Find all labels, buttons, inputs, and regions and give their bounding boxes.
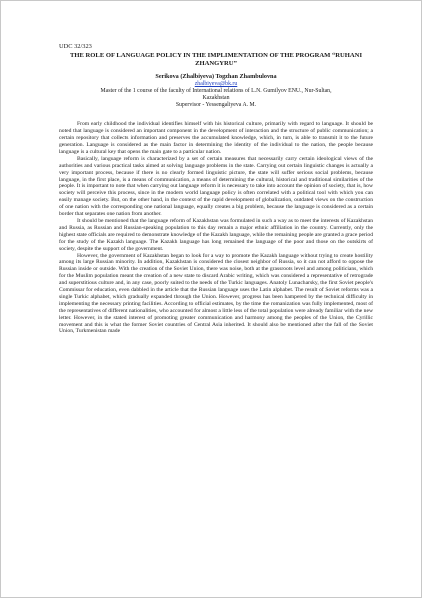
udc-code: UDC 32/323 xyxy=(59,43,92,50)
author-names: Serikova (Zhalbiyeva) Togzhan Zhambulovna xyxy=(155,73,277,81)
paragraph-1: From early childhood the individual identifies himself with his historical culture, primarily with regard to language. It should be noted that language is considered an important component in the development of interaction and the structure of public communication; a certain repository that collects information and preserves the accumulated knowledge, which, in turn, is able to transmit it to the future generation. Language is considered as the main factor in determining the identity of the individual to the nation, the people because language is a cultural key that opens the main gate to a particular nation. xyxy=(59,121,373,155)
page-content xyxy=(59,43,373,335)
paragraph-2: Basically, language reform is characterized by a set of certain measures that necessarily carry certain ideological views of the authorities and various practical tasks aimed at solving language problems in the state. Carrying out certain linguistic changes is actually a very important process, because if there is no clearly formed linguistic picture, the state will suffer serious social problems, because language, in the first place, is a means of communication, a means of determining the cultural, historical and traditional similarities of the people. It is important to note that when carrying out language reform it is necessary to take into account the opinion of society, that is, how society will perceive this process, since in the modern world language policy is often correlated with a political tool with which you can easily manage society. But, on the other hand, in the context of the rapid development of globalization, outdated views on the construction of one nation with the corresponding one national language, equally creates a big problem, because the language is considered as a certain border that separates one nation from another. xyxy=(59,155,373,218)
author-email-link[interactable]: zhalbiyeva@bk.ru xyxy=(194,81,238,87)
paragraph-4: However, the government of Kazakhstan began to look for a way to promote the Kazakh language without trying to create hostility among its large Russian minority. In addition, Kazakhstan is considered the closest neighbor of Russia, so it can not afford to oppose the Russian inside or outside. With the creation of the Soviet Union, there was noise, both at the grassroots level and among politicians, which for the Muslim population meant the creation of a new state to discard Arabic writing, which was considered a representative of retrograde and superstitious culture and, in any case, poorly suited to the needs of the Turkic languages. Anatoly Lunacharsky, the first Soviet people's Commissar for education, even dabbled in the article that the Russian language uses the Latin alphabet. The result of Soviet reforms was a single Turkic alphabet, which gradually expanded through the Union. However, progress has been hampered by the technical difficulty in implementing the necessary printing facilities. According to official estimates, by the time the romanization was fully implemented, most of the representatives of different nationalities, who accounted for almost a little less of the total population were already familiar with the new letter. However, in the stated interest of promoting greater communication and harmony among the peoples of the Union, the Cyrillic movement and this is what the former Soviet countries of Central Asia inherited. It should also be mentioned after the fall of the Soviet Union, Turkmenistan made xyxy=(59,252,373,335)
supervisor-line: Supervisor - Yessengaliyeva A. M. xyxy=(175,102,257,109)
author-affiliation: Master of the 1 course of the faculty of International relations of L.N. Gumilyov ENU., Nur-Sultan, Kazakhstan xyxy=(100,88,332,102)
paragraph-3: It should be mentioned that the language reform of Kazakhstan was formulated in such a way as to meet the interests of Kazakhstan and Russia, as Russian and Russian-speaking population to this day remain a major ethnic affiliation in the country. Currently, only the highest state officials are required to demonstrate knowledge of the Kazakh language, while the remaining people are granted a grace period for the study of the Kazakh language. The Kazakh language has long remained the language of the poor and those on the outskirts of society, despite the support of the government. xyxy=(59,217,373,252)
paper-title: THE ROLE OF LANGUAGE POLICY IN THE IMPLIMENTATION OF THE PROGRAM “RUHANI ZHANGYRU” xyxy=(69,52,363,68)
body-text xyxy=(59,121,373,335)
